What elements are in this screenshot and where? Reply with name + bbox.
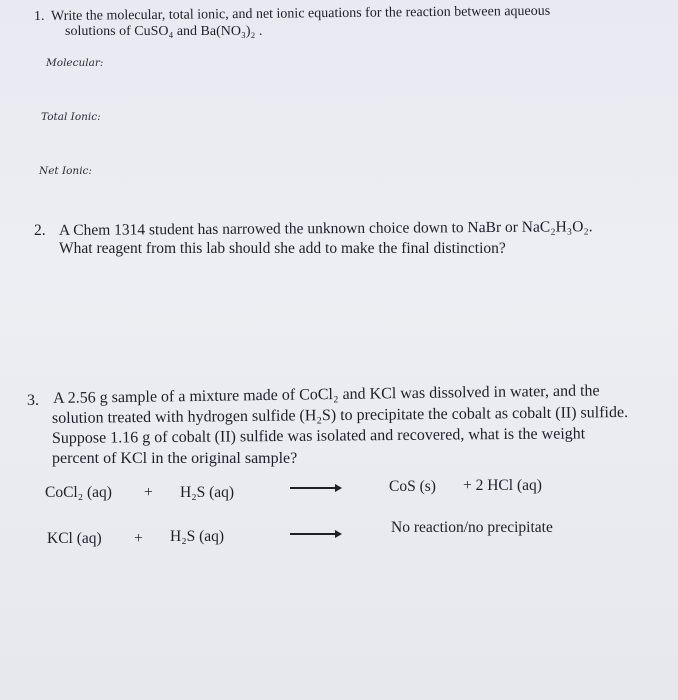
question-1-line-1: Write the molecular, total ionic, and net ionic equations for the reaction between aqueous bbox=[50, 3, 551, 24]
question-2-number: 2. bbox=[34, 222, 46, 239]
eq1-plus: + bbox=[144, 484, 153, 501]
question-3 bbox=[27, 380, 667, 470]
question-3-line-2: solution treated with hydrogen sulfide (H₂S) to precipitate the cobalt as cobalt (II) sulfide. bbox=[51, 403, 629, 427]
eq1-product-hcl: + 2 HCl (aq) bbox=[463, 477, 542, 494]
eq1-reactant-h2s: H₂S (aq) bbox=[180, 484, 235, 501]
question-3-number: 3. bbox=[27, 392, 39, 409]
eq2-product-none: No reaction/no precipitate bbox=[391, 519, 553, 536]
question-1-number: 1. bbox=[34, 9, 45, 24]
eq2-reactant-h2s: H₂S (aq) bbox=[170, 528, 225, 545]
question-3-line-4: percent of KCl in the original sample? bbox=[52, 450, 298, 467]
eq2-reactant-kcl: KCl (aq) bbox=[47, 530, 102, 547]
question-2-line-2: What reagent from this lab should she add to make the final distinction? bbox=[59, 240, 506, 257]
question-3-line-1: A 2.56 g sample of a mixture made of CoCl₂ and KCl was dissolved in water, and the bbox=[52, 382, 600, 407]
net-ionic-label: Net Ionic: bbox=[39, 165, 92, 177]
question-1 bbox=[34, 3, 654, 48]
eq2-arrow-icon bbox=[290, 533, 340, 535]
question-3-line-3: Suppose 1.16 g of cobalt (II) sulfide was isolated and recovered, what is the weight bbox=[51, 425, 586, 447]
eq1-reactant-cocl2: CoCl₂ (aq) bbox=[45, 484, 112, 501]
total-ionic-label: Total Ionic: bbox=[41, 111, 101, 123]
eq1-arrow-icon bbox=[290, 487, 340, 489]
molecular-label: Molecular: bbox=[46, 57, 104, 69]
eq2-plus: + bbox=[134, 530, 143, 547]
question-2-line-1: A Chem 1314 student has narrowed the unknown choice down to NaBr or NaC₂H₃O₂. bbox=[58, 218, 593, 239]
question-2 bbox=[34, 218, 664, 262]
eq1-product-cos: CoS (s) bbox=[389, 478, 436, 495]
question-1-line-2: solutions of CuSO₄ and Ba(NO₃)₂ . bbox=[65, 24, 263, 39]
